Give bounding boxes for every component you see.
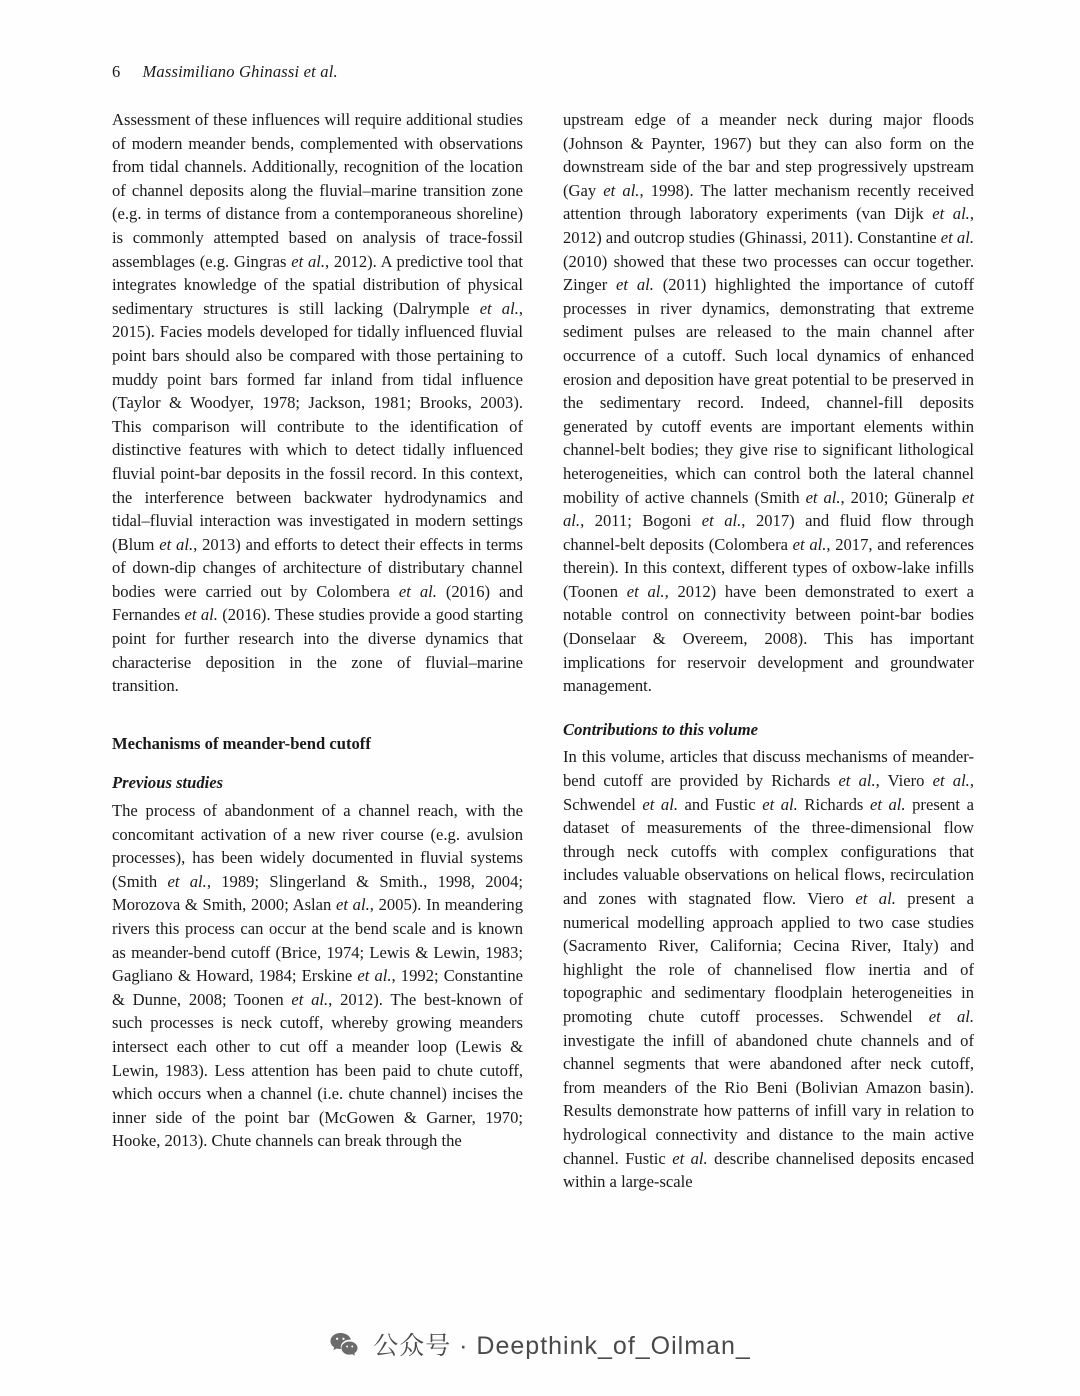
left-paragraph-2: The process of abandonment of a channel reach, with the concomitant activation of a new river course (e.g. avulsion processes), has been widely documented in fluvial systems (Smith et al., 1989; Slingerland & Smith., 1998, 2004; Morozova & Smith, 2000; Aslan et al., 2005). In meandering rivers this process can occur at the bend scale and is known as meander-bend cutoff (Brice, 1974; Lewis & Lewin, 1983; Gagliano & Howard, 1984; Erskine et al., 1992; Constantine & Dunne, 2008; Toonen et al., 2012). The best-known of such processes is neck cutoff, whereby growing meanders intersect each other to cut off a meander loop (Lewis & Lewin, 1983). Less attention has been paid to chute cutoff, which occurs when a channel (i.e. chute channel) incises the inner side of the point bar (McGowen & Garner, 1970; Hooke, 2013). Chute channels can break through the: [112, 801, 523, 1151]
left-paragraph-1: Assessment of these influences will require additional studies of modern meander bends, complemented with observations from tidal channels. Additionally, recognition of the location of channel deposits along the fluvial–marine transition zone (e.g. in terms of distance from a contemporaneous shoreline) is commonly attempted based on analysis of trace-fossil assemblages (e.g. Gingras et al., 2012). A predictive tool that integrates knowledge of the spatial distribution of physical sedimentary structures is still lacking (Dalrymple et al., 2015). Facies models developed for tidally influenced fluvial point bars should also be compared with those pertaining to muddy point bars formed far inland from tidal influence (Taylor & Woodyer, 1978; Jackson, 1981; Brooks, 2003). This comparison will contribute to the identification of distinctive features with which to detect tidally influenced fluvial point-bar deposits in the fossil record. In this context, the interference between backwater hydrodynamics and tidal–fluvial interaction was investigated in modern settings (Blum et al., 2013) and efforts to detect their effects in terms of down-dip changes of architecture of distributary channel bodies were carried out by Colombera et al. (2016) and Fernandes et al. (2016). These studies provide a good starting point for further research into the diverse dynamics that characterise deposition in the zone of fluvial–marine transition.: [112, 110, 524, 696]
running-head: Massimiliano Ghinassi et al.: [142, 62, 338, 81]
section-heading-mechanisms: Mechanisms of meander-bend cutoff: [112, 733, 371, 753]
footer-watermark-text: 公众号 · Deepthink_of_Oilman_: [373, 1332, 751, 1360]
subsection-heading-contributions: Contributions to this volume: [563, 719, 759, 739]
wechat-icon: [329, 1331, 359, 1357]
two-column-body: [112, 108, 974, 1248]
page-header: [112, 62, 972, 82]
right-paragraph-1: upstream edge of a meander neck during major floods (Johnson & Paynter, 1967) but they can also form on the downstream side of the bar and step progressively upstream (Gay et al., 1998). The latter mechanism recently received attention through laboratory experiments (van Dijk et al., 2012) and outcrop studies (Ghinassi, 2011). Constantine et al. (2010) showed that these two processes can occur together. Zinger et al. (2011) highlighted the importance of cutoff processes in river dynamics, demonstrating that extreme sediment pulses are released to the main channel after occurrence of a cutoff. Such local dynamics of enhanced erosion and deposition have great potential to be preserved in the sedimentary record. Indeed, channel-fill deposits generated by cutoff events are important elements within channel-belt bodies; they give rise to significant lithological heterogeneities, which can control both the lateral channel mobility of active channels (Smith et al., 2010; Güneralp et al., 2011; Bogoni et al., 2017) and fluid flow through channel-belt deposits (Colombera et al., 2017, and references therein). In this context, different types of oxbow-lake infills (Toonen et al., 2012) have been demonstrated to exert a notable control on connectivity between point-bar bodies (Donselaar & Overeem, 2008). This has important implications for reservoir development and groundwater management.: [563, 110, 974, 696]
subsection-heading-previous-studies: Previous studies: [112, 773, 224, 793]
left-column: [112, 108, 523, 1248]
page-number: 6: [112, 62, 121, 81]
right-column: [563, 108, 974, 1248]
footer-watermark: [0, 1326, 1080, 1362]
right-paragraph-2: In this volume, articles that discuss mechanisms of meander-bend cutoff are provided by Richards et al., Viero et al., Schwendel et al. and Fustic et al. Richards et al. present a dataset of measurements of the three-dimensional flow through neck cutoffs with complex configurations that includes valuable observations on helical flows, recirculation and zones with stagnated flow. Viero et al. present a numerical modelling approach applied to two case studies (Sacramento River, California; Cecina River, Italy) and highlight the role of channelised flow inertia and of topographic and sedimentary floodplain heterogeneities in promoting chute cutoff processes. Schwendel et al. investigate the infill of abandoned chute channels and of channel segments that were abandoned after neck cutoff, from meanders of the Rio Beni (Bolivian Amazon basin). Results demonstrate how patterns of infill vary in relation to hydrological connectivity and distance to the main active channel. Fustic et al. describe channelised deposits encased within a large-scale: [563, 747, 974, 1192]
